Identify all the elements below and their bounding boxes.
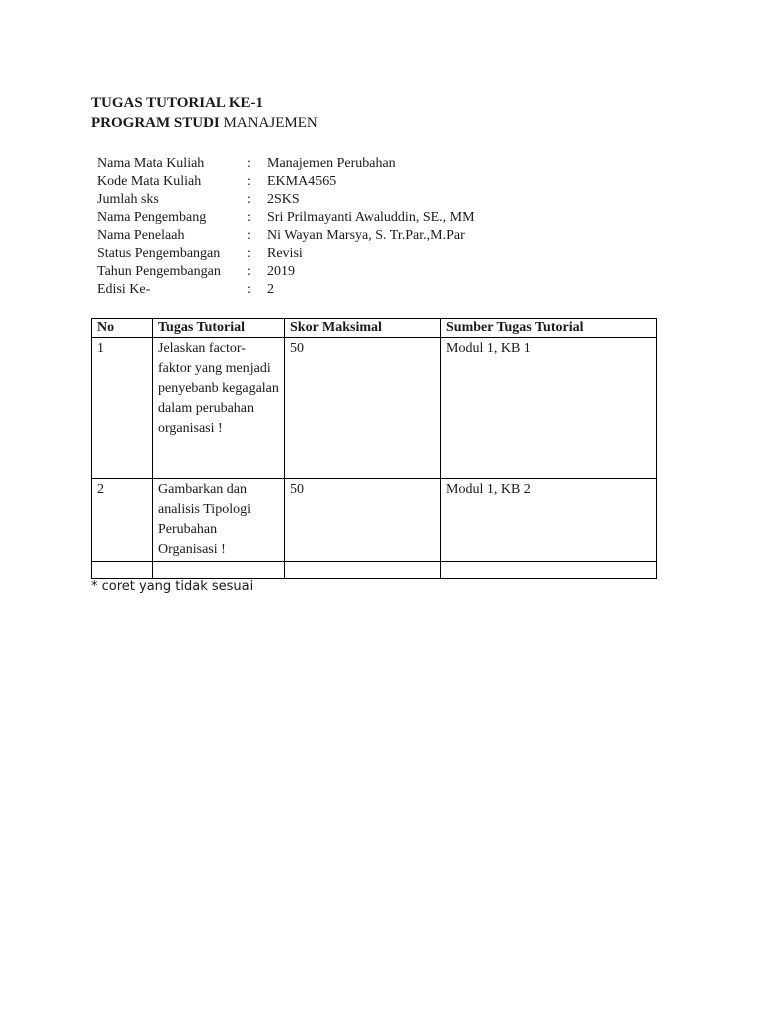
info-colon: : <box>247 264 251 279</box>
info-value: 2SKS <box>267 192 300 207</box>
info-label: Nama Mata Kuliah <box>97 156 205 171</box>
info-colon: : <box>247 282 251 297</box>
program-value: MANAJEMEN <box>219 115 318 131</box>
info-value: Ni Wayan Marsya, S. Tr.Par.,M.Par <box>267 228 465 243</box>
program-label: PROGRAM STUDI <box>91 115 220 131</box>
table-header-row <box>92 319 657 338</box>
info-value: EKMA4565 <box>267 174 337 189</box>
header-task: Tugas Tutorial <box>153 319 285 338</box>
info-label: Nama Penelaah <box>97 228 185 243</box>
cell-task: Jelaskan factor-faktor yang menjadi penyebanb kegagalan dalam perubahan organisasi ! <box>153 338 285 479</box>
info-colon: : <box>247 156 251 171</box>
cell-no: 2 <box>92 479 153 562</box>
cell-score <box>285 562 441 579</box>
info-colon: : <box>247 246 251 261</box>
info-label: Jumlah sks <box>97 192 159 207</box>
cell-score: 50 <box>285 479 441 562</box>
header-no: No <box>92 319 153 338</box>
info-value: 2 <box>267 282 274 297</box>
info-label: Edisi Ke- <box>97 282 151 297</box>
table-row <box>92 338 657 479</box>
info-value: Manajemen Perubahan <box>267 156 396 171</box>
document-title: TUGAS TUTORIAL KE-1 <box>91 95 263 111</box>
table-row <box>92 479 657 562</box>
info-label: Kode Mata Kuliah <box>97 174 202 189</box>
tasks-table <box>91 318 657 579</box>
info-value: Sri Prilmayanti Awaluddin, SE., MM <box>267 210 475 225</box>
info-value: Revisi <box>267 246 303 261</box>
program-line <box>91 114 318 132</box>
info-label: Status Pengembangan <box>97 246 221 261</box>
header-score: Skor Maksimal <box>285 319 441 338</box>
info-label: Nama Pengembang <box>97 210 207 225</box>
info-label: Tahun Pengembangan <box>97 264 221 279</box>
info-colon: : <box>247 210 251 225</box>
footnote: * coret yang tidak sesuai <box>91 579 254 594</box>
cell-source: Modul 1, KB 2 <box>441 479 657 562</box>
info-colon: : <box>247 228 251 243</box>
cell-no <box>92 562 153 579</box>
info-colon: : <box>247 192 251 207</box>
cell-task <box>153 562 285 579</box>
cell-score: 50 <box>285 338 441 479</box>
cell-source <box>441 562 657 579</box>
table-row <box>92 562 657 579</box>
cell-task: Gambarkan dan analisis Tipologi Perubahan Organisasi ! <box>153 479 285 562</box>
cell-source: Modul 1, KB 1 <box>441 338 657 479</box>
header-source: Sumber Tugas Tutorial <box>441 319 657 338</box>
info-colon: : <box>247 174 251 189</box>
info-value: 2019 <box>267 264 295 279</box>
cell-no: 1 <box>92 338 153 479</box>
